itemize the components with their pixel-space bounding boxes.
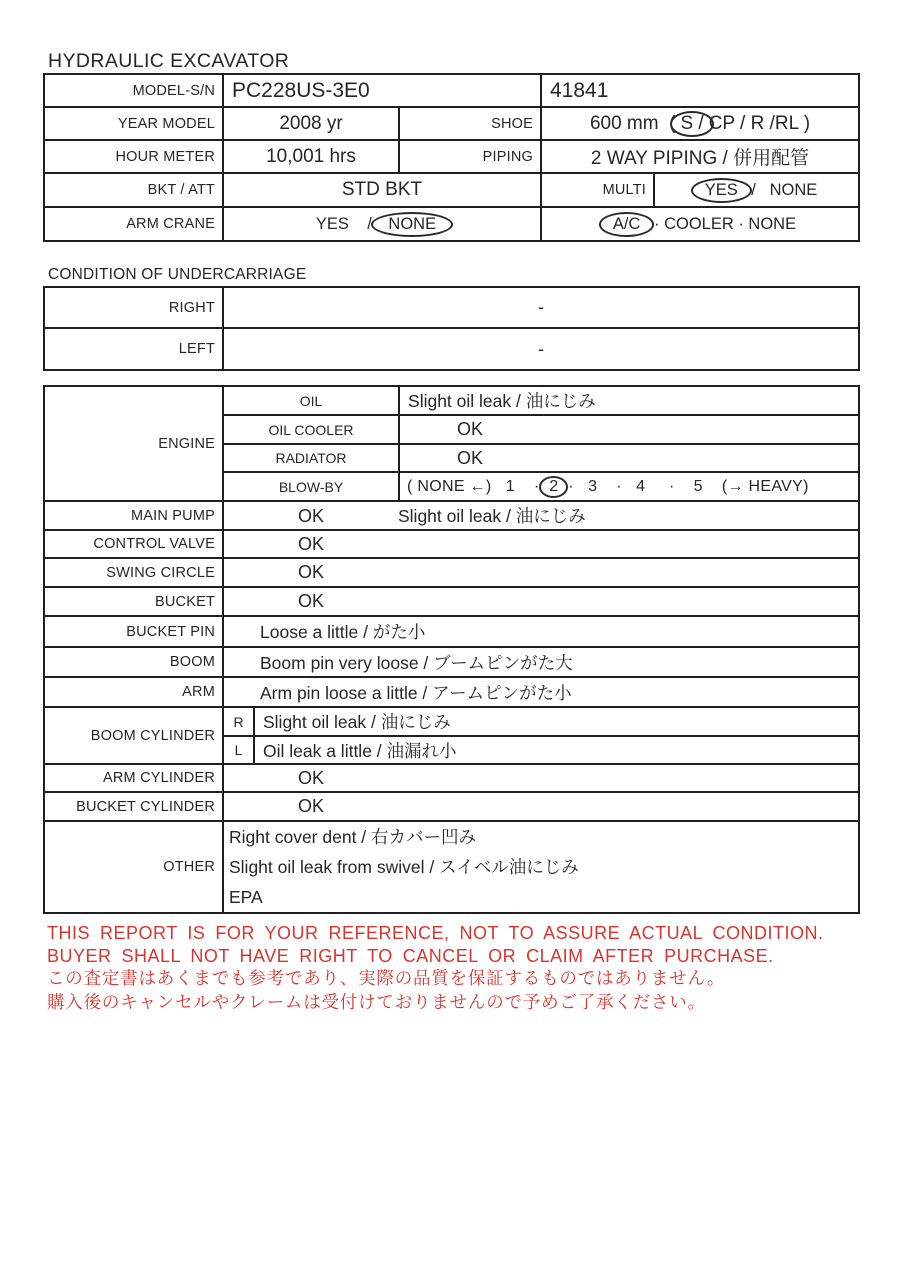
hour-meter-label: HOUR METER [44,140,223,173]
arm-row [44,677,859,707]
shoe-label: SHOE [399,107,541,140]
boom-cylinder-r-label: R [223,707,254,736]
shoe-type-selected-circle: S / [670,111,713,137]
engine-oil-row [44,386,859,415]
ac-cooler-value [541,207,859,241]
multi-selected-circle: YES [691,178,752,203]
oil-cooler-label: OIL COOLER [223,415,399,444]
bucket-row [44,587,859,616]
control-valve-value [223,530,859,558]
swing-circle-value [223,558,859,587]
disclaimer-line-jp-1: この査定書はあくまでも参考であり、実際の品質を保証するものではありません。 [47,968,726,988]
swing-circle-status: OK [297,562,324,582]
radiator-status: OK [457,447,484,468]
undercarriage-right-row [44,287,859,328]
arm-label: ARM [44,677,223,707]
ac-value-suffix: · COOLER · NONE [649,214,797,233]
spec-table [43,73,860,242]
bucket-cylinder-label: BUCKET CYLINDER [44,792,223,821]
year-model-label: YEAR MODEL [44,107,223,140]
blow-by-selected-circle: 2 [539,476,568,498]
hour-piping-row [44,140,859,173]
main-pump-value [223,501,859,530]
bucket-pin-value: Loose a little / がた小 [223,616,859,647]
blow-by-scale [399,472,859,501]
arm-crane-value-prefix: YES / [315,214,377,233]
undercarriage-left-value: - [223,328,859,370]
engine-oil-label: OIL [223,386,399,415]
blow-by-scale-suffix: · 3 · 4 · 5 (→ HEAVY) [563,477,809,495]
boom-cylinder-label: BOOM CYLINDER [44,707,223,764]
main-pump-note: Slight oil leak / 油にじみ [398,506,586,526]
page-title: HYDRAULIC EXCAVATOR [48,50,290,72]
serial-number-value: 41841 [541,74,859,107]
arm-crane-label: ARM CRANE [44,207,223,241]
disclaimer-block [47,922,823,1014]
radiator-value [399,444,859,472]
bucket-label: BUCKET [44,587,223,616]
multi-value-suffix: / NONE [746,180,818,199]
boom-cylinder-r-value: Slight oil leak / 油にじみ [254,707,859,736]
other-label: OTHER [44,821,223,913]
undercarriage-right-label: RIGHT [44,287,223,328]
disclaimer-line-en-2: BUYER SHALL NOT HAVE RIGHT TO CANCEL OR CLAIM AFTER PURCHASE. [47,945,774,966]
other-row [44,821,859,913]
undercarriage-right-value: - [223,287,859,328]
multi-label: MULTI [541,173,654,207]
bkt-att-label: BKT / ATT [44,173,223,207]
blow-by-scale-prefix: ( NONE ←) 1 · [407,477,545,495]
boom-cylinder-right-row [44,707,859,736]
other-value [223,821,859,913]
ac-selected-circle: A/C [599,212,655,237]
control-valve-row [44,530,859,558]
bucket-cylinder-status: OK [297,796,324,816]
main-pump-label: MAIN PUMP [44,501,223,530]
blow-by-label: BLOW-BY [223,472,399,501]
arm-cylinder-status: OK [297,767,324,788]
disclaimer-line-en-1: THIS REPORT IS FOR YOUR REFERENCE, NOT TO ASSURE ACTUAL CONDITION. [47,923,824,943]
other-note-3: EPA [229,887,263,907]
year-shoe-row [44,107,859,140]
model-sn-label: MODEL-S/N [44,74,223,107]
multi-value [654,173,859,207]
model-sn-row [44,74,859,107]
undercarriage-section-title: CONDITION OF UNDERCARRIAGE [48,266,307,283]
arm-crane-value [223,207,541,241]
engine-label: ENGINE [44,386,223,501]
engine-oil-value: Slight oil leak / 油にじみ [399,386,859,415]
undercarriage-left-row [44,328,859,370]
boom-row [44,647,859,677]
arm-value: Arm pin loose a little / アームピンがた小 [223,677,859,707]
other-note-1: Right cover dent / 右カバー凹み [229,827,477,847]
arm-crane-ac-row [44,207,859,241]
main-pump-row [44,501,859,530]
other-note-2: Slight oil leak from swivel / スイベル油にじみ [229,857,579,877]
arm-cylinder-label: ARM CYLINDER [44,764,223,792]
bucket-pin-label: BUCKET PIN [44,616,223,647]
bucket-cylinder-row [44,792,859,821]
model-value: PC228US-3E0 [223,74,541,107]
arm-cylinder-row [44,764,859,792]
control-valve-status: OK [297,533,324,554]
boom-label: BOOM [44,647,223,677]
oil-cooler-value [399,415,859,444]
piping-label: PIPING [399,140,541,173]
inspection-table [43,385,860,914]
main-pump-status: OK [297,506,324,526]
swing-circle-label: SWING CIRCLE [44,558,223,587]
boom-cylinder-l-label: L [223,736,254,764]
year-model-value: 2008 yr [223,107,399,140]
piping-value: 2 WAY PIPING / 併用配管 [541,140,859,173]
bkt-multi-row [44,173,859,207]
shoe-value-suffix: CP / R /RL ) [708,112,811,134]
hour-meter-value: 10,001 hrs [223,140,399,173]
disclaimer-line-jp-2: 購入後のキャンセルやクレームは受付けておりませんので予めご了承ください。 [47,991,706,1012]
shoe-value [541,107,859,140]
arm-crane-selected-circle: NONE [371,212,453,237]
bkt-att-value: STD BKT [223,173,541,207]
bucket-cylinder-value [223,792,859,821]
control-valve-label: CONTROL VALVE [44,530,223,558]
boom-cylinder-l-value: Oil leak a little / 油漏れ小 [254,736,859,764]
arm-cylinder-value [223,764,859,792]
bucket-value [223,587,859,616]
bucket-status: OK [297,591,324,611]
radiator-label: RADIATOR [223,444,399,472]
shoe-value-prefix: 600 mm ( [589,112,676,134]
boom-value: Boom pin very loose / ブームピンがた大 [223,647,859,677]
undercarriage-table [43,286,860,371]
bucket-pin-row [44,616,859,647]
swing-circle-row [44,558,859,587]
undercarriage-left-label: LEFT [44,328,223,370]
oil-cooler-status: OK [457,419,484,439]
